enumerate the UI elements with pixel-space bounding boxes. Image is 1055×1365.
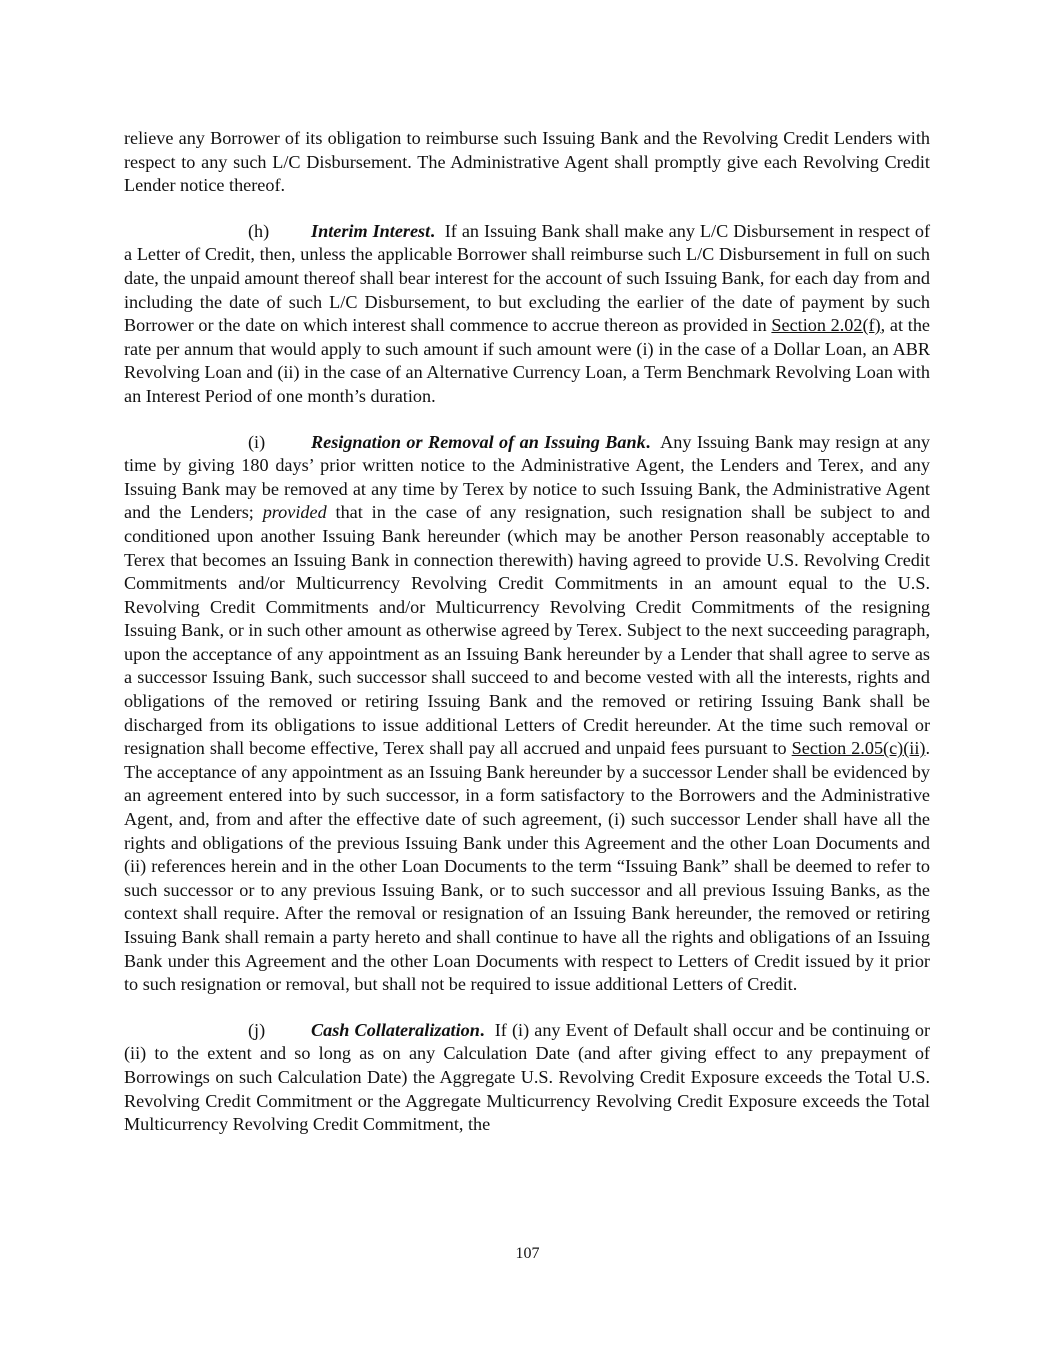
- heading-period: .: [645, 431, 651, 452]
- provided-term: provided: [262, 502, 327, 523]
- section-text: that in the case of any resignation, such resignation shall be subject to and conditioned upon another Issuing Bank hereunder (which may be another Person reasonably acceptable to Terex that becomes an Issuing Bank in connection therewith) having agreed to provide U.S. Revolving Credit Commitments and/or Multicurrency Revolving Credit Commitments in an amount equal to the U.S. Revolving Credit Commitments and/or Multicurrency Revolving Credit Commitments of the resigning Issuing Bank, or in such other amount as otherwise agreed by Terex. Subject to the next succeeding paragraph, upon the acceptance of any appointment as an Issuing Bank hereunder by a Lender that shall agree to serve as a successor Issuing Bank, such successor shall succeed to and become vested with all the interests, rights and obligations of the removed or retiring Issuing Bank and the removed or retiring Issuing Bank shall be discharged from its obligations to issue additional Letters of Credit hereunder. At the time such removal or resignation shall become effective, Terex shall pay all accrued and unpaid fees pursuant to: [124, 502, 930, 759]
- page-number: 107: [515, 1245, 540, 1262]
- section-text: If an Issuing Bank shall make any L/C Disbursement in respect of a Letter of Credit, then, unless the applicable Borrower shall reimburse such L/C Disbursement in full on such date, the unpaid amount thereof shall bear interest for the account of such Issuing Bank, for each day from and including the date of such L/C Disbursement, to but excluding the earlier of the date of payment by such Borrower or the date on which interest shall commence to accrue thereon as provided in: [124, 220, 931, 336]
- heading-period: .: [430, 220, 435, 241]
- section-number: (j): [248, 1019, 266, 1040]
- section-text: . The acceptance of any appointment as an Issuing Bank hereunder by a successor Lender shall be evidenced by an agreement entered into by such successor, in a form satisfactory to the Borrowers and the Administrative Agent, and, from and after the effective date of such agreement, (i) such successor Lender shall have all the rights and obligations of the previous Issuing Bank under this Agreement and the other Loan Documents and (ii) references herein and in the other Loan Documents to the term “Issuing Bank” shall be deemed to refer to such successor or to any previous Issuing Bank, or to such successor and all previous Issuing Banks, as the context shall require. After the removal or resignation of an Issuing Bank hereunder, the removed or retiring Issuing Bank shall remain a party hereto and shall continue to have all the rights and obligations of an Issuing Bank under this Agreement and the other Loan Documents with respect to Letters of Credit issued by it prior to such resignation or removal, but shall not be required to issue additional Letters of Credit.: [124, 738, 930, 995]
- section-heading: Interim Interest: [311, 220, 431, 241]
- section-text: If (i) any Event of Default shall occur and be continuing or (ii) to the extent and so long as on any Calculation Date (and after giving effect to any prepayment of Borrowings on such Calculation Date) the Aggregate U.S. Revolving Credit Exposure exceeds the Total U.S. Revolving Credit Commitment or the Aggregate Multicurrency Revolving Credit Exposure exceeds the Total Multicurrency Revolving Credit Commitment, the: [124, 1019, 930, 1135]
- section-number: (h): [248, 220, 270, 241]
- section-text: Any Issuing Bank may resign at any time by giving 180 days’ prior written notice to the Administrative Agent, the Lenders and Terex, and any Issuing Bank may be removed at any time by Terex by notice to such Issuing Bank, the Administrative Agent and the Lenders;: [124, 431, 931, 523]
- section-j-cash-collateralization: [124, 1019, 930, 1137]
- cross-reference-link[interactable]: Section 2.02(f): [771, 315, 881, 336]
- section-heading: Cash Collateralization: [311, 1019, 480, 1040]
- cross-reference-link[interactable]: Section 2.05(c)(ii): [791, 738, 926, 759]
- document-body: [124, 127, 930, 1159]
- heading-period: .: [479, 1019, 485, 1040]
- section-text: , at the rate per annum that would apply to such amount if such amount were (i) in the case of a Dollar Loan, an ABR Revolving Loan and (ii) in the case of an Alternative Currency Loan, a Term Benchmark Revolving Loan with an Interest Period of one month’s duration.: [124, 315, 930, 406]
- paragraph-text: relieve any Borrower of its obligation to reimburse such Issuing Bank and the Revolving Credit Lenders with respect to any such L/C Disbursement. The Administrative Agent shall promptly give each Revolving Credit Lender notice thereof.: [124, 128, 930, 196]
- section-h-interim-interest: [124, 220, 930, 409]
- section-i-resignation-removal: [124, 431, 930, 997]
- section-number: (i): [248, 431, 266, 452]
- section-heading: Resignation or Removal of an Issuing Bank: [311, 431, 646, 452]
- paragraph-continuation: [124, 127, 930, 198]
